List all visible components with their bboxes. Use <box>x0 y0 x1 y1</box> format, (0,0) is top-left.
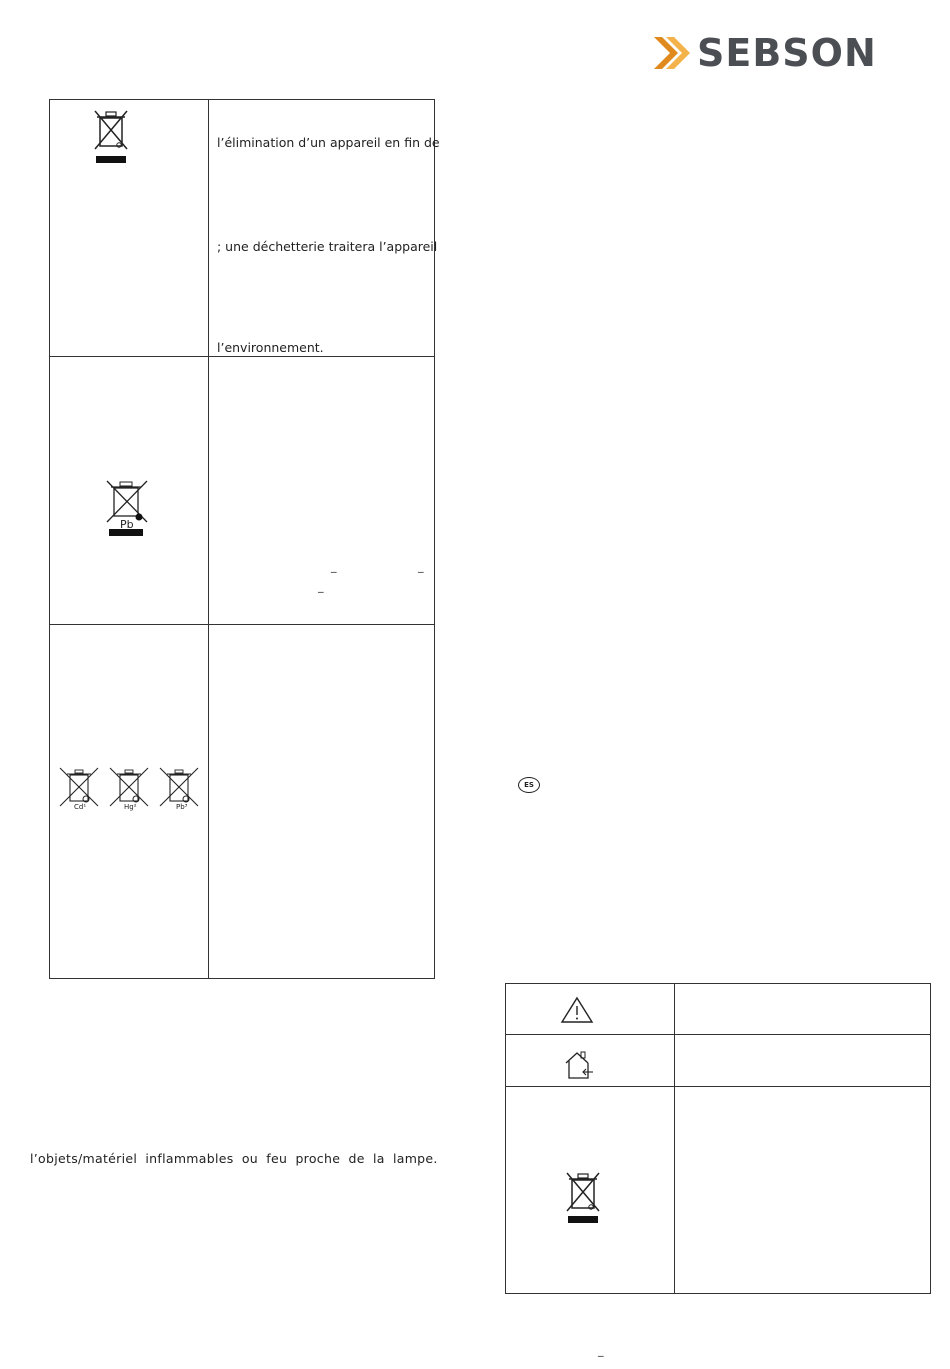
dash-mark: _ <box>418 560 424 573</box>
left-table-text-cell-3 <box>208 624 435 979</box>
brand-name: SEBSON <box>697 31 877 75</box>
brand-logo <box>652 31 877 75</box>
warning-triangle-icon <box>560 996 594 1024</box>
weee-text-line-3: l’environnement. <box>217 340 324 355</box>
weee-text-line-1: l’élimination d’un appareil en fin de <box>217 135 440 150</box>
weee-text-line-2: ; une déchetterie traitera l’appareil <box>217 239 438 254</box>
dash-mark: _ <box>318 580 324 593</box>
right-table-text-cell-2 <box>674 1034 931 1087</box>
right-table-text-cell-1 <box>674 983 931 1035</box>
chevron-logo-icon <box>652 33 692 73</box>
right-table-text-cell-3 <box>674 1086 931 1294</box>
flammable-warning-line: l’objets/matériel inflammables ou feu proche de la lampe. <box>30 1151 438 1166</box>
language-badge-es: ES <box>518 777 540 793</box>
pb-label: Pb <box>120 518 134 531</box>
footer-dash-mark: _ <box>598 1344 604 1357</box>
weee-crossed-bin-icon <box>564 1170 604 1230</box>
cd-label: Cd¹ <box>74 803 87 811</box>
hg-label: Hg² <box>124 803 137 811</box>
dash-mark: _ <box>331 560 337 573</box>
weee-crossed-bin-icon <box>92 108 132 168</box>
indoor-use-house-icon <box>563 1050 597 1080</box>
pb-label: Pb³ <box>176 803 188 811</box>
